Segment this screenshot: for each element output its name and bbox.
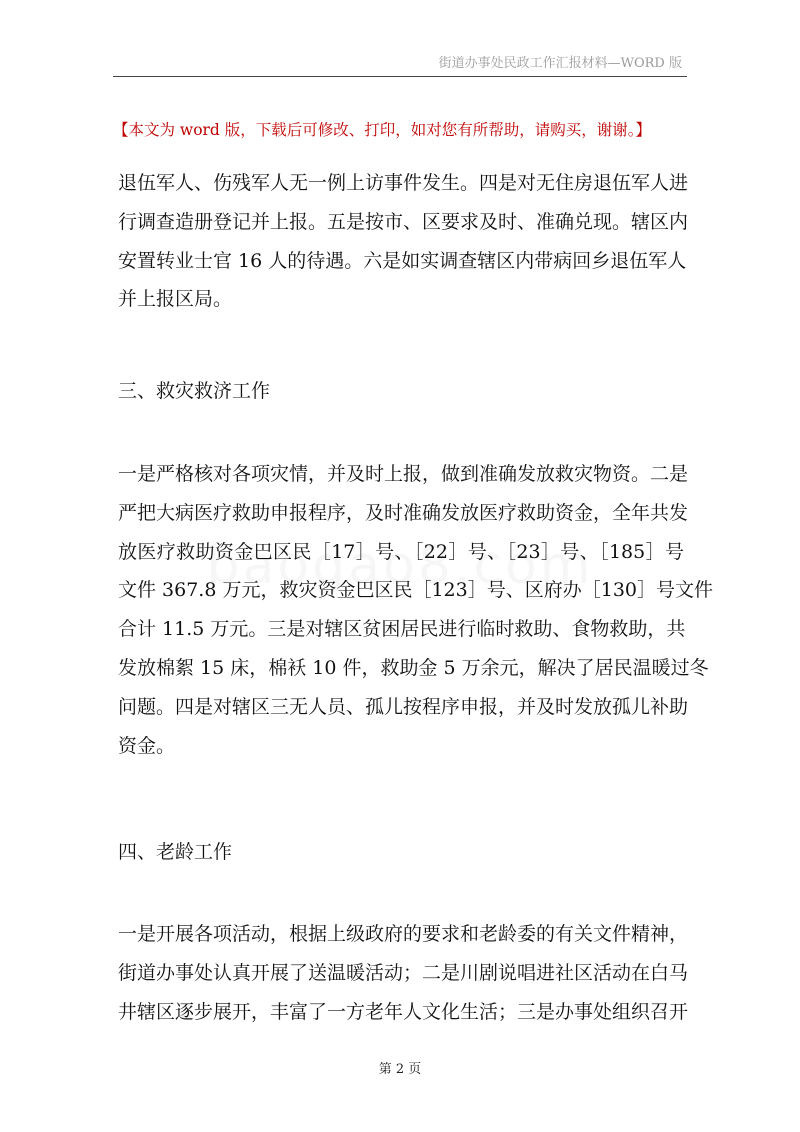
intro-paragraph xyxy=(118,164,689,319)
page-number: 第 2 页 xyxy=(378,1062,422,1077)
paragraph-line: 严把大病医疗救助申报程序，及时准确发放医疗救助资金，全年共发 xyxy=(118,501,689,524)
paragraph-line: 放医疗救助资金巴区民［17］号、［22］号、［23］号、［185］号 xyxy=(118,540,684,563)
paragraph-line: 退伍军人、伤残军人无一例上访事件发生。四是对无住房退伍军人进 xyxy=(118,172,689,194)
paragraph-line: 行调查造册登记并上报。五是按市、区要求及时、准确兑现。辖区内 xyxy=(118,210,689,233)
section-heading-relief: 三、救灾救济工作 xyxy=(118,380,271,402)
download-notice: 【本文为 word 版，下载后可修改、打印，如对您有所帮助，请购买，谢谢。】 xyxy=(113,121,652,139)
paragraph-line: 资金。 xyxy=(118,734,176,757)
paragraph-line: 井辖区逐步展开，丰富了一方老年人文化生活；三是办事处组织召开 xyxy=(118,1000,689,1023)
paragraph-line: 一是开展各项活动，根据上级政府的要求和老龄委的有关文件精神， xyxy=(118,923,689,945)
header-divider xyxy=(113,76,687,77)
paragraph-line: 并上报区局。 xyxy=(118,288,233,311)
paragraph-line: 文件 367.8 万元，救灾资金巴区民［123］号、区府办［130］号文件 xyxy=(118,579,714,602)
paragraph-line: 街道办事处认真开展了送温暖活动；二是川剧说唱进社区活动在白马 xyxy=(118,961,689,984)
section-heading-elderly: 四、老龄工作 xyxy=(118,841,233,863)
elderly-paragraph xyxy=(118,915,689,1031)
paragraph-line: 安置转业士官 16 人的待遇。六是如实调查辖区内带病回乡退伍军人 xyxy=(118,249,687,272)
paragraph-line: 合计 11.5 万元。三是对辖区贫困居民进行临时救助、食物救助，共 xyxy=(118,618,686,641)
paragraph-line: 发放棉絮 15 床，棉袄 10 件，救助金 5 万余元，解决了居民温暖过冬 xyxy=(118,656,709,679)
relief-paragraph xyxy=(118,455,714,765)
paragraph-line: 一是严格核对各项灾情，并及时上报，做到准确发放救灾物资。二是 xyxy=(118,463,689,485)
running-header: 街道办事处民政工作汇报材料—WORD 版 xyxy=(438,56,682,71)
paragraph-line: 问题。四是对辖区三无人员、孤儿按程序申报，并及时发放孤儿补助 xyxy=(118,695,689,718)
